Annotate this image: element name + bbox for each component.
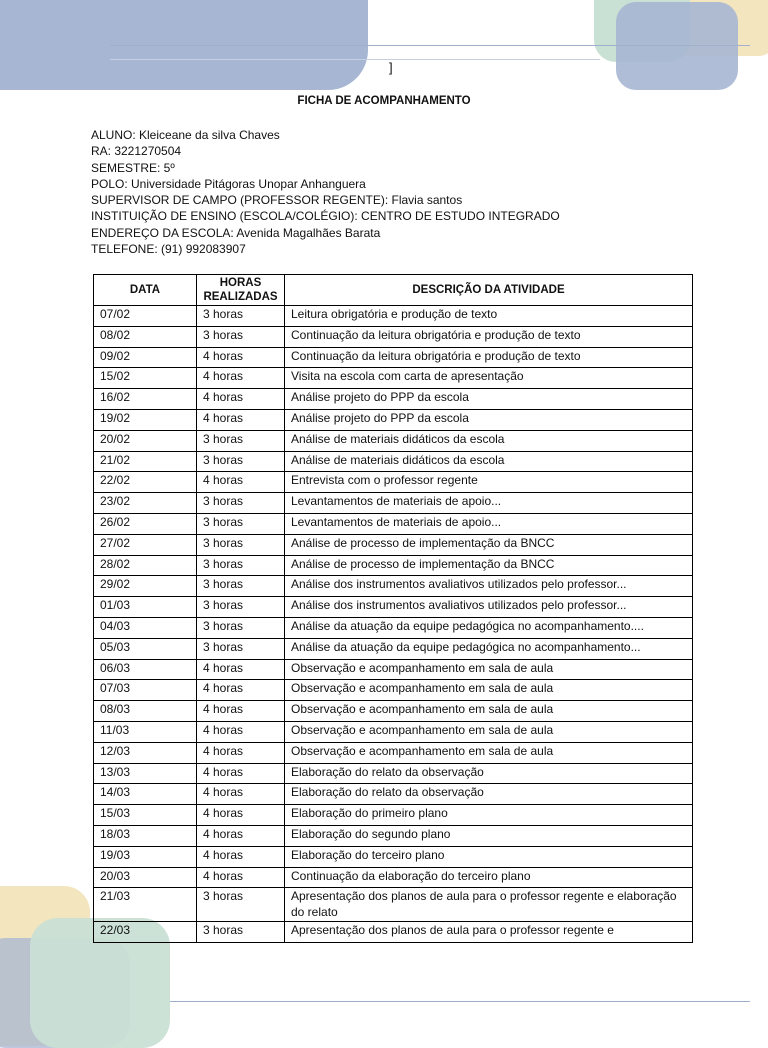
cell-descricao: Observação e acompanhamento em sala de aula (285, 680, 693, 701)
cell-descricao: Elaboração do terceiro plano (285, 846, 693, 867)
cell-horas: 3 horas (197, 597, 285, 618)
cell-descricao: Análise de processo de implementação da BNCC (285, 534, 693, 555)
cell-horas: 3 horas (197, 922, 285, 943)
cell-horas: 4 horas (197, 721, 285, 742)
table-row (94, 513, 693, 534)
cell-horas: 3 horas (197, 513, 285, 534)
cell-data: 07/03 (94, 680, 197, 701)
cell-descricao: Análise de materiais didáticos da escola (285, 451, 693, 472)
cell-horas: 3 horas (197, 306, 285, 327)
cell-descricao: Análise dos instrumentos avaliativos utilizados pelo professor... (285, 576, 693, 597)
cell-data: 26/02 (94, 513, 197, 534)
cell-horas: 3 horas (197, 493, 285, 514)
cell-data: 04/03 (94, 617, 197, 638)
info-ra: RA: 3221270504 (91, 144, 182, 159)
cell-horas: 3 horas (197, 576, 285, 597)
cell-data: 22/03 (94, 922, 197, 943)
table-row (94, 825, 693, 846)
table-row (94, 347, 693, 368)
table-row (94, 493, 693, 514)
table-row (94, 784, 693, 805)
table-row (94, 888, 693, 922)
info-endereco: ENDEREÇO DA ESCOLA: Avenida Magalhães Barata (91, 225, 381, 240)
table-row (94, 922, 693, 943)
cell-descricao: Observação e acompanhamento em sala de aula (285, 742, 693, 763)
info-supervisor: SUPERVISOR DE CAMPO (PROFESSOR REGENTE): Flavia santos (91, 193, 463, 208)
cell-descricao: Análise projeto do PPP da escola (285, 389, 693, 410)
cell-data: 20/03 (94, 867, 197, 888)
cell-data: 15/03 (94, 805, 197, 826)
table-row (94, 451, 693, 472)
cell-horas: 3 horas (197, 534, 285, 555)
cell-descricao: Apresentação dos planos de aula para o professor regente e (285, 922, 693, 943)
cell-descricao: Continuação da leitura obrigatória e produção de texto (285, 326, 693, 347)
cell-horas: 3 horas (197, 326, 285, 347)
table-row (94, 555, 693, 576)
table-row (94, 368, 693, 389)
cell-descricao: Análise de materiais didáticos da escola (285, 430, 693, 451)
info-semestre: SEMESTRE: 5º (91, 160, 175, 175)
cell-descricao: Análise projeto do PPP da escola (285, 409, 693, 430)
cell-data: 19/02 (94, 409, 197, 430)
cell-descricao: Levantamentos de materiais de apoio... (285, 493, 693, 514)
cell-descricao: Apresentação dos planos de aula para o professor regente e elaboração do relato (285, 888, 693, 922)
cell-descricao: Leitura obrigatória e produção de texto (285, 306, 693, 327)
cell-descricao: Elaboração do relato da observação (285, 784, 693, 805)
table-row (94, 326, 693, 347)
table-row (94, 534, 693, 555)
table-row (94, 867, 693, 888)
table-row (94, 597, 693, 618)
table-row (94, 409, 693, 430)
cell-descricao: Levantamentos de materiais de apoio... (285, 513, 693, 534)
table-row (94, 805, 693, 826)
cell-horas: 4 horas (197, 409, 285, 430)
info-aluno: ALUNO: Kleiceane da silva Chaves (91, 128, 280, 142)
cell-data: 09/02 (94, 347, 197, 368)
cell-descricao: Elaboração do segundo plano (285, 825, 693, 846)
divider-line (170, 1001, 750, 1002)
cell-data: 12/03 (94, 742, 197, 763)
table-row (94, 389, 693, 410)
cell-descricao: Entrevista com o professor regente (285, 472, 693, 493)
cell-horas: 4 horas (197, 701, 285, 722)
cell-data: 19/03 (94, 846, 197, 867)
cell-data: 21/03 (94, 888, 197, 922)
header-descricao: DESCRIÇÃO DA ATIVIDADE (285, 275, 693, 306)
table-row (94, 306, 693, 327)
info-instituicao: INSTITUIÇÃO DE ENSINO (ESCOLA/COLÉGIO): CENTRO DE ESTUDO INTEGRADO (91, 209, 560, 224)
cell-descricao: Elaboração do relato da observação (285, 763, 693, 784)
divider-line (110, 45, 750, 46)
table-row (94, 680, 693, 701)
table-header-row (94, 275, 693, 306)
cell-horas: 4 horas (197, 742, 285, 763)
document-title: FICHA DE ACOMPANHAMENTO (297, 95, 471, 107)
table-row (94, 472, 693, 493)
table-row (94, 846, 693, 867)
cell-horas: 4 horas (197, 368, 285, 389)
cell-data: 13/03 (94, 763, 197, 784)
decorative-shape (616, 2, 738, 90)
cell-data: 14/03 (94, 784, 197, 805)
student-info (91, 127, 560, 257)
table-row (94, 721, 693, 742)
table-row (94, 763, 693, 784)
cell-data: 11/03 (94, 721, 197, 742)
cell-descricao: Visita na escola com carta de apresentação (285, 368, 693, 389)
cell-horas: 4 horas (197, 347, 285, 368)
cell-descricao: Análise de processo de implementação da BNCC (285, 555, 693, 576)
cell-horas: 4 horas (197, 867, 285, 888)
table-row (94, 659, 693, 680)
cell-horas: 3 horas (197, 430, 285, 451)
cell-data: 16/02 (94, 389, 197, 410)
cell-data: 18/03 (94, 825, 197, 846)
table-row (94, 638, 693, 659)
cell-data: 23/02 (94, 493, 197, 514)
cell-descricao: Continuação da leitura obrigatória e produção de texto (285, 347, 693, 368)
info-telefone: TELEFONE: (91) 992083907 (91, 242, 246, 257)
table-row (94, 617, 693, 638)
table-row (94, 576, 693, 597)
header-data: DATA (94, 275, 197, 306)
cell-horas: 3 horas (197, 638, 285, 659)
cell-horas: 4 horas (197, 825, 285, 846)
cell-horas: 4 horas (197, 846, 285, 867)
divider-line (110, 59, 600, 60)
cell-horas: 4 horas (197, 805, 285, 826)
cell-horas: 4 horas (197, 763, 285, 784)
cell-data: 07/02 (94, 306, 197, 327)
header-horas: HORAS REALIZADAS (197, 275, 285, 306)
cell-data: 01/03 (94, 597, 197, 618)
cell-horas: 4 horas (197, 659, 285, 680)
cell-horas: 4 horas (197, 784, 285, 805)
cell-horas: 4 horas (197, 680, 285, 701)
cell-horas: 4 horas (197, 389, 285, 410)
activity-table (93, 274, 693, 943)
cell-data: 22/02 (94, 472, 197, 493)
bracket-mark: ] (389, 60, 393, 75)
cell-descricao: Análise dos instrumentos avaliativos utilizados pelo professor... (285, 597, 693, 618)
cell-horas: 3 horas (197, 555, 285, 576)
cell-data: 05/03 (94, 638, 197, 659)
table-row (94, 742, 693, 763)
cell-data: 06/03 (94, 659, 197, 680)
cell-descricao: Continuação da elaboração do terceiro plano (285, 867, 693, 888)
cell-data: 08/02 (94, 326, 197, 347)
cell-descricao: Elaboração do primeiro plano (285, 805, 693, 826)
cell-data: 29/02 (94, 576, 197, 597)
cell-horas: 3 horas (197, 617, 285, 638)
cell-descricao: Observação e acompanhamento em sala de aula (285, 701, 693, 722)
cell-descricao: Análise da atuação da equipe pedagógica no acompanhamento.... (285, 617, 693, 638)
cell-data: 21/02 (94, 451, 197, 472)
cell-horas: 3 horas (197, 451, 285, 472)
table-row (94, 430, 693, 451)
cell-data: 20/02 (94, 430, 197, 451)
cell-data: 08/03 (94, 701, 197, 722)
cell-data: 15/02 (94, 368, 197, 389)
cell-descricao: Observação e acompanhamento em sala de aula (285, 721, 693, 742)
cell-horas: 3 horas (197, 888, 285, 922)
cell-data: 28/02 (94, 555, 197, 576)
table-row (94, 701, 693, 722)
cell-descricao: Análise da atuação da equipe pedagógica no acompanhamento... (285, 638, 693, 659)
cell-data: 27/02 (94, 534, 197, 555)
cell-horas: 4 horas (197, 472, 285, 493)
info-polo: POLO: Universidade Pitágoras Unopar Anhanguera (91, 176, 366, 191)
cell-descricao: Observação e acompanhamento em sala de aula (285, 659, 693, 680)
